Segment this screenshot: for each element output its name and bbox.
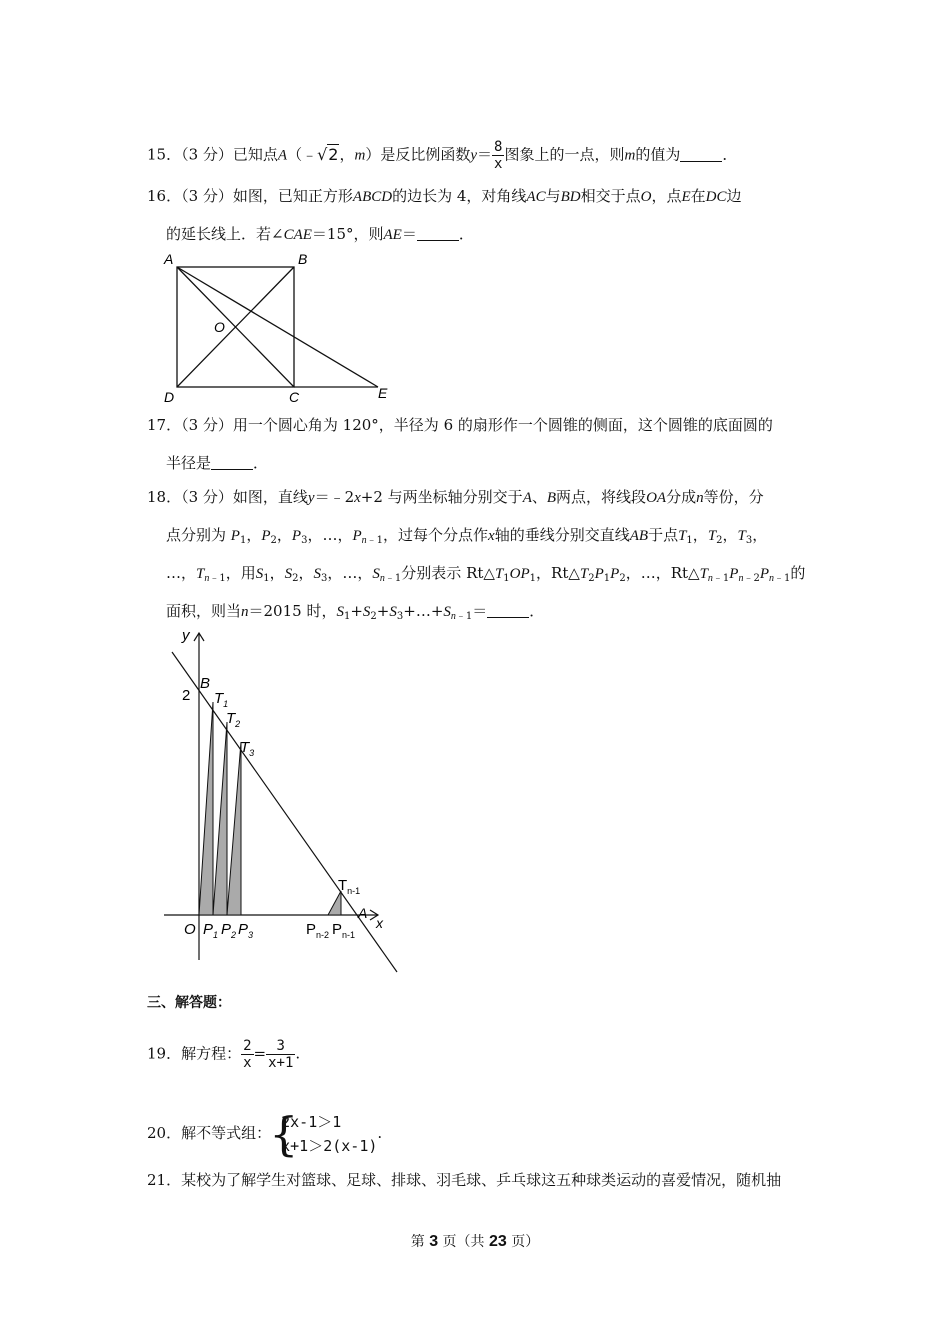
label-B: B xyxy=(298,251,308,267)
label-D: D xyxy=(164,389,175,405)
question-17-line-1: 17．（3 分）用一个圆心角为 120°，半径为 6 的扇形作一个圆锥的侧面，这个圆锥的底面圆的 xyxy=(147,416,773,434)
label-C: C xyxy=(289,389,300,405)
label-A: A xyxy=(358,905,368,921)
label-B: B xyxy=(200,675,211,692)
triangle-s1 xyxy=(199,702,213,915)
q20-number: 20． xyxy=(147,1124,182,1142)
q18-number: 18． xyxy=(147,488,182,506)
segment-ae xyxy=(177,267,378,387)
label-P1: $P_1$ xyxy=(203,921,219,940)
inequality-system: { 2x-1＞1 x+1＞2(x-1) xyxy=(269,1107,378,1161)
q19-number: 19． xyxy=(147,1044,182,1063)
triangle-s2 xyxy=(213,722,227,915)
answer-blank xyxy=(211,455,253,470)
label-Pn2: $P_{n-2}$ xyxy=(306,921,330,940)
label-2: 2 xyxy=(182,687,191,704)
page-footer: 第 3 页（共 23 页） xyxy=(410,1233,540,1250)
label-A: A xyxy=(164,251,174,267)
total-pages: 23 xyxy=(489,1233,507,1250)
question-16-line-2: 的延长线上．若∠CAE＝15°，则AE＝ ． xyxy=(166,225,474,243)
label-P3: $P_3$ xyxy=(238,921,254,940)
square-figure xyxy=(160,250,400,406)
answer-blank xyxy=(680,147,722,162)
label-O: O xyxy=(184,921,196,938)
q17-number: 17． xyxy=(147,416,182,434)
fraction-8-over-x: $\frac{8}{x}$ xyxy=(494,139,503,172)
label-T3: $T_3$ xyxy=(240,739,255,758)
brace-icon: { xyxy=(269,1107,299,1161)
label-T2: $T_2$ xyxy=(226,710,241,729)
label-y: y xyxy=(182,627,190,644)
label-P2: $P_2$ xyxy=(221,921,237,940)
line-figure xyxy=(160,625,405,980)
question-20: 20．解不等式组： { 2x-1＞1 x+1＞2(x-1) . xyxy=(147,1107,383,1161)
label-Pn1: $P_{n-1}$ xyxy=(332,921,356,940)
question-18-line-4: 面积，则当n＝2015 时，$S_1+S_2+S_3+\dots+S_{n﹣1}=$ ． xyxy=(166,602,545,622)
question-18-line-1: 18．（3 分）如图，直线y＝﹣2x+2 与两坐标轴分别交于A、B两点，将线段OA分成n等份，分 xyxy=(147,488,764,506)
label-O: O xyxy=(214,319,225,335)
triangle-sn1 xyxy=(328,891,341,915)
label-E: E xyxy=(378,385,388,401)
answer-blank xyxy=(487,603,529,618)
question-18-line-2: 点分别为 $P_1$，$P_2$，$P_3$，…，$P_{n﹣1}$，过每个分点作x轴的垂线分别交直线AB于点$T_1$，$T_2$，$T_3$， xyxy=(166,526,768,546)
page-number: 3 xyxy=(429,1233,439,1250)
question-18-line-3: …，$T_{n﹣1}$，用$S_1$，$S_2$，$S_3$，…，$S_{n﹣1}$分别表示 $Rt\triangle T_1OP_1$，$Rt\triangle T_2P_1P_2$，…，$Rt\triangle T_{n﹣1}P_{n﹣2}P_{n﹣1}$的 xyxy=(166,564,806,584)
q15-number: 15． xyxy=(147,145,182,164)
q21-number: 21． xyxy=(147,1171,182,1189)
label-x: x xyxy=(376,915,383,931)
section-title: 三、解答题： xyxy=(147,995,231,1011)
question-21: 21．某校为了解学生对篮球、足球、排球、羽毛球、乒乓球这五种球类运动的喜爱情况，随机抽 xyxy=(147,1171,782,1189)
question-16-line-1: 16．（3 分）如图，已知正方形ABCD的边长为 4，对角线AC与BD相交于点O，点E在DC边 xyxy=(147,187,742,205)
label-Tn1: $T_{n-1}$ xyxy=(338,877,361,896)
question-15: 15．（3 分）已知点A（﹣√2，m）是反比例函数y＝ $\frac{8}{x}$ 图象上的一点，则m的值为 ． xyxy=(147,139,738,172)
question-19: 19．解方程： $\frac{2}{x}$ = $\frac{3}{x+1}$ . xyxy=(147,1038,301,1071)
sqrt-2: √2 xyxy=(317,144,339,164)
fraction-2-over-x: $\frac{2}{x}$ xyxy=(243,1038,252,1071)
q16-number: 16． xyxy=(147,187,182,205)
label-T1: $T_1$ xyxy=(214,690,229,709)
answer-blank xyxy=(417,226,459,241)
question-17-line-2: 半径是 ． xyxy=(166,454,269,472)
triangle-s3 xyxy=(227,742,241,915)
fraction-3-over-x-plus-1: $\frac{3}{x+1}$ xyxy=(268,1038,294,1071)
